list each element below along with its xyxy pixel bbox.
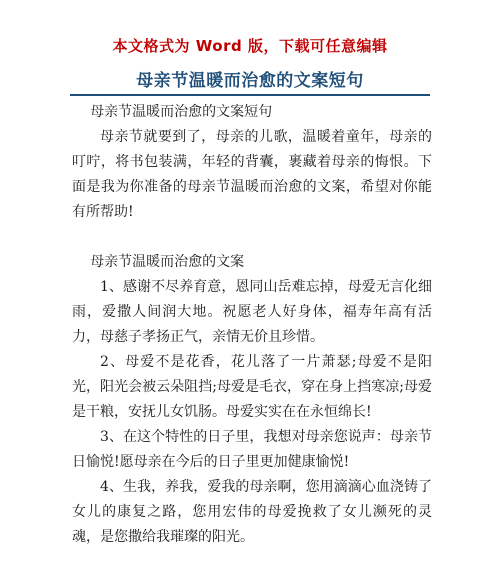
download-banner: 本文格式为 Word 版，下载可任意编辑 [112,37,388,55]
document-body [72,100,432,550]
title-divider [70,94,430,96]
list-item-1: 1、感谢不尽养育意，恩同山岳难忘掉，母爱无言化细雨，爱撒人间润大地。祝愿老人好身体，福寿年高有活力，母慈子孝扬正气，亲情无价且珍惜。 [72,279,432,345]
paragraph-gap [72,225,432,250]
list-item-2: 2、母爱不是花香，花儿落了一片萧瑟;母爱不是阳光，阳光会被云朵阻挡;母爱是毛衣，穿在身上挡寒凉;母爱是干粮，安抚儿女饥肠。母爱实实在在永恒绵长! [72,354,432,420]
list-item-4: 4、生我，养我，爱我的母亲啊，您用滴滴心血浇铸了女儿的康复之路，您用宏伟的母爱挽救了女儿濒死的灵魂，是您撒给我璀璨的阳光。 [72,479,432,545]
section-heading: 母亲节温暖而治愈的文案 [90,254,245,270]
list-item-3: 3、在这个特性的日子里，我想对母亲您说声：母亲节日愉悦!愿母亲在今后的日子里更加健康愉悦! [72,429,432,470]
subtitle-paragraph: 母亲节温暖而治愈的文案短句 [90,104,273,120]
intro-paragraph: 母亲节就要到了，母亲的儿歌，温暖着童年，母亲的叮咛，将书包装满，年轻的背囊，裹藏着母亲的悔恨。下面是我为你准备的母亲节温暖而治愈的文案，希望对你能有所帮助! [72,129,432,220]
document-title: 母亲节温暖而治愈的文案短句 [136,71,364,91]
